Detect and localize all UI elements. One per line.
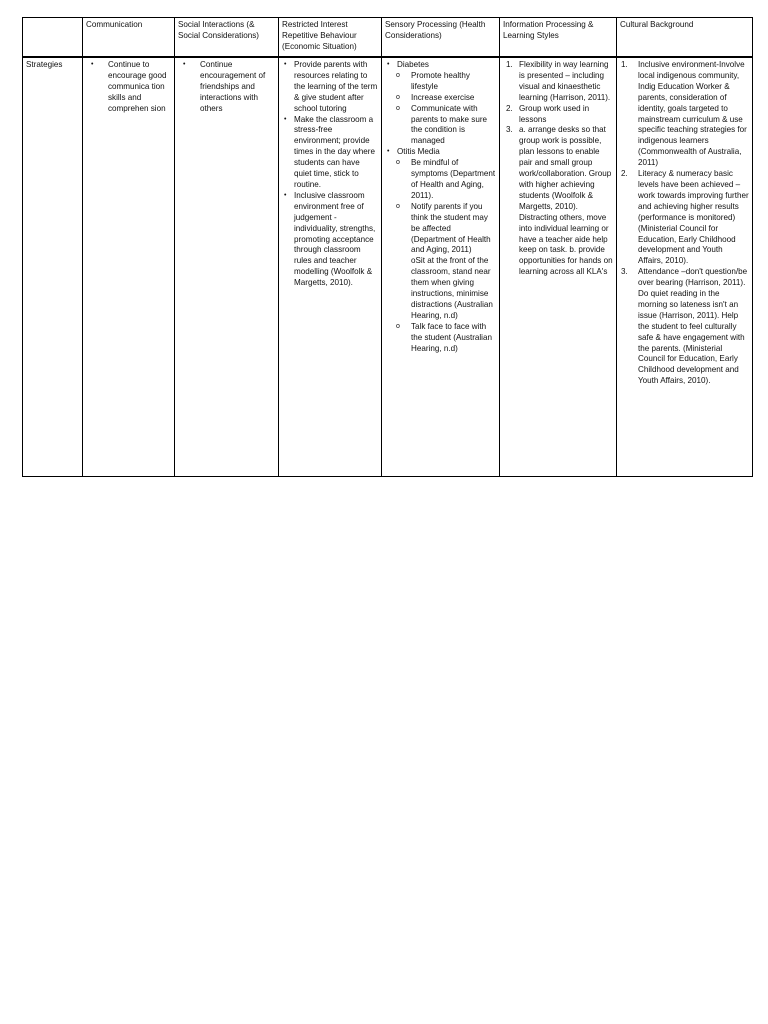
sensory-otitis-sit: oSit at the front of the classroom, stand near them when giving instructions, minimise distractions (Australian Hearing, n.d) [411, 256, 493, 320]
sensory-diabetes-label: • Diabetes [385, 60, 496, 71]
cell-information-processing [500, 57, 617, 477]
header-social-interactions: Social Interactions (& Social Considerations) [175, 18, 279, 58]
strategies-row [23, 57, 753, 477]
cultural-item: 2. Literacy & numeracy basic levels have been achieved – work towards improving further and achieving higher results (performance is monitored) (Ministerial Council for Education, Early Childhood development and Youth Affairs, 2010). [621, 169, 749, 266]
restricted-item: • Make the classroom a stress-free environment; provide times in the day where students can have quiet time, stick to routine. [282, 115, 378, 191]
sensory-otitis-item: o Talk face to face with the student (Australian Hearing, n.d) [385, 322, 496, 355]
restricted-item: • Inclusive classroom environment free of judgement - individuality, strengths, promoting acceptance through classroom rules and teacher modelling (Woolfolk & Margetts, 2010). [282, 191, 378, 289]
header-sensory-processing: Sensory Processing (Health Considerations) [382, 18, 500, 58]
sensory-otitis-label: • Otitis Media [385, 147, 496, 158]
header-communication: Communication [83, 18, 175, 58]
cell-sensory [382, 57, 500, 477]
cultural-item: 3. Attendance –don't question/be over bearing (Harrison, 2011). Do quiet reading in the morning so lateness isn't an issue (Harrison, 2011). Help the student to feel culturally safe & have engagement with the parents. (Ministerial Council for Education, Early Childhood development and Youth Affairs, 2010). [621, 267, 748, 386]
cultural-item: 1. Inclusive environment-Involve local indigenous community, Indig Education Worker & parents, consideration of identity, goals targeted to mainstream curriculum & use specific teaching strategies for indigenous learners (Commonwealth of Australia, 2011) [621, 60, 747, 168]
cell-social [175, 57, 279, 477]
header-empty [23, 18, 83, 58]
info-item: 2. Group work used in lessons [506, 103, 590, 124]
communication-item: • Continue to encourage good communica tion skills and comprehen sion [86, 60, 171, 115]
sensory-otitis-item: o Notify parents if you think the student may be affected (Department of Health and Aging, 2011) [385, 202, 496, 257]
cell-communication [83, 57, 175, 477]
restricted-item: • Provide parents with resources relating to the learning of the term & give student after school tutoring [282, 60, 378, 115]
header-row [23, 18, 753, 58]
sensory-diabetes-item: o Communicate with parents to make sure the condition is managed [385, 104, 496, 148]
info-item: 1. Flexibility in way learning is presented – including visual and kinaesthetic learning (Harrison, 2011). [506, 60, 611, 102]
social-item: • Continue encouragement of friendships and interactions with others [178, 60, 275, 115]
header-restricted-interest: Restricted Interest Repetitive Behaviour (Economic Situation) [279, 18, 382, 58]
sensory-otitis-item: o Be mindful of symptoms (Department of Health and Aging, 2011). [385, 158, 496, 202]
sensory-diabetes-item: o Increase exercise [385, 93, 496, 104]
header-cultural-background: Cultural Background [617, 18, 753, 58]
strategies-table [22, 17, 753, 477]
info-item: 3. a. arrange desks so that group work is possible, plan lessons to enable pair and small group work/collaboration. Group with higher achieving students (Woolfolk & Margetts, 2010). Distracting others, move into individual learning or have a teacher aide help keep on task. b. provide opportunities for hands on learning across all KLA's [506, 125, 613, 277]
cell-restricted [279, 57, 382, 477]
row-label-strategies: Strategies [23, 57, 83, 477]
sensory-diabetes-item: o Promote healthy lifestyle [385, 71, 496, 93]
header-information-processing: Information Processing & Learning Styles [500, 18, 617, 58]
cell-cultural-background [617, 57, 753, 477]
